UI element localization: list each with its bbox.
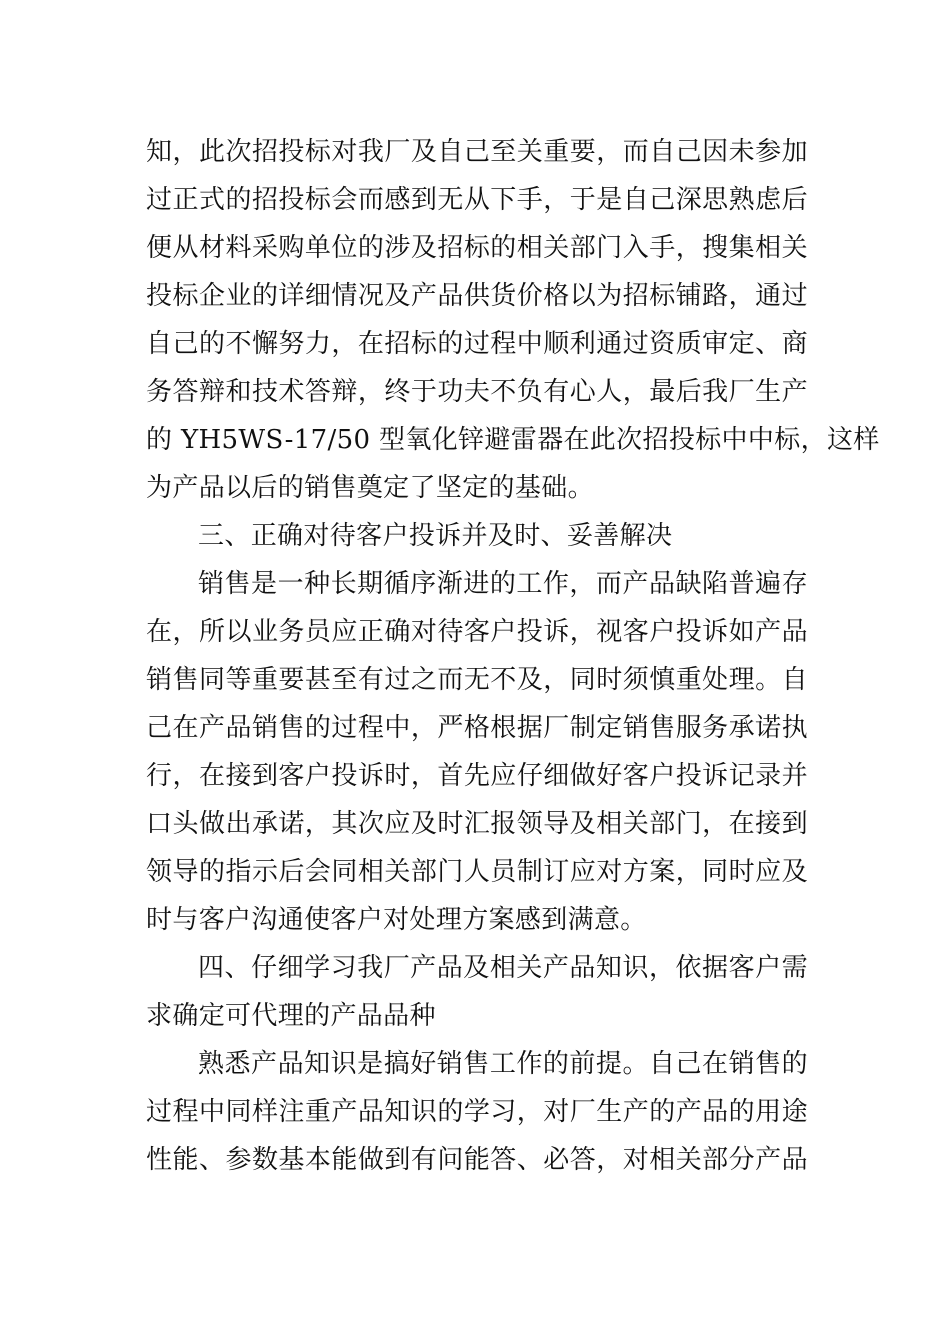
text-line: 性能、参数基本能做到有问能答、必答，对相关部分产品 <box>146 1145 808 1175</box>
text-line: 销售同等重要甚至有过之而无不及，同时须慎重处理。自 <box>146 665 808 695</box>
text-line: 务答辩和技术答辩，终于功夫不负有心人，最后我厂生产 <box>146 377 808 407</box>
text-line: 便从材料采购单位的涉及招标的相关部门入手，搜集相关 <box>146 233 808 263</box>
section-heading: 三、正确对待客户投诉并及时、妥善解决 <box>198 521 673 551</box>
text-line: 时与客户沟通使客户对处理方案感到满意。 <box>146 905 647 935</box>
text-line: 过正式的招投标会而感到无从下手，于是自己深思熟虑后 <box>146 185 808 215</box>
section-heading: 四、仔细学习我厂产品及相关产品知识，依据客户需 <box>198 953 808 983</box>
text-line: 口头做出承诺，其次应及时汇报领导及相关部门，在接到 <box>146 809 808 839</box>
text-line: 投标企业的详细情况及产品供货价格以为招标铺路，通过 <box>146 281 808 311</box>
text-line: 领导的指示后会同相关部门人员制订应对方案，同时应及 <box>146 857 808 887</box>
text-line: 自己的不懈努力，在招标的过程中顺利通过资质审定、商 <box>146 329 808 359</box>
section-heading-continued: 求确定可代理的产品品种 <box>146 1001 436 1031</box>
text-line: 知，此次招投标对我厂及自己至关重要，而自己因未参加 <box>146 137 808 167</box>
text-line: 过程中同样注重产品知识的学习，对厂生产的产品的用途 <box>146 1097 808 1127</box>
text-line: 为产品以后的销售奠定了坚定的基础。 <box>146 473 594 503</box>
text-line: 己在产品销售的过程中，严格根据厂制定销售服务承诺执 <box>146 713 808 743</box>
text-line: 的 YH5WS-17/50 型氧化锌避雷器在此次招投标中中标，这样 <box>146 425 880 455</box>
text-line: 在，所以业务员应正确对待客户投诉，视客户投诉如产品 <box>146 617 808 647</box>
text-line: 销售是一种长期循序渐进的工作，而产品缺陷普遍存 <box>198 569 808 599</box>
text-line: 熟悉产品知识是搞好销售工作的前提。自己在销售的 <box>198 1049 808 1079</box>
text-line: 行，在接到客户投诉时，首先应仔细做好客户投诉记录并 <box>146 761 808 791</box>
